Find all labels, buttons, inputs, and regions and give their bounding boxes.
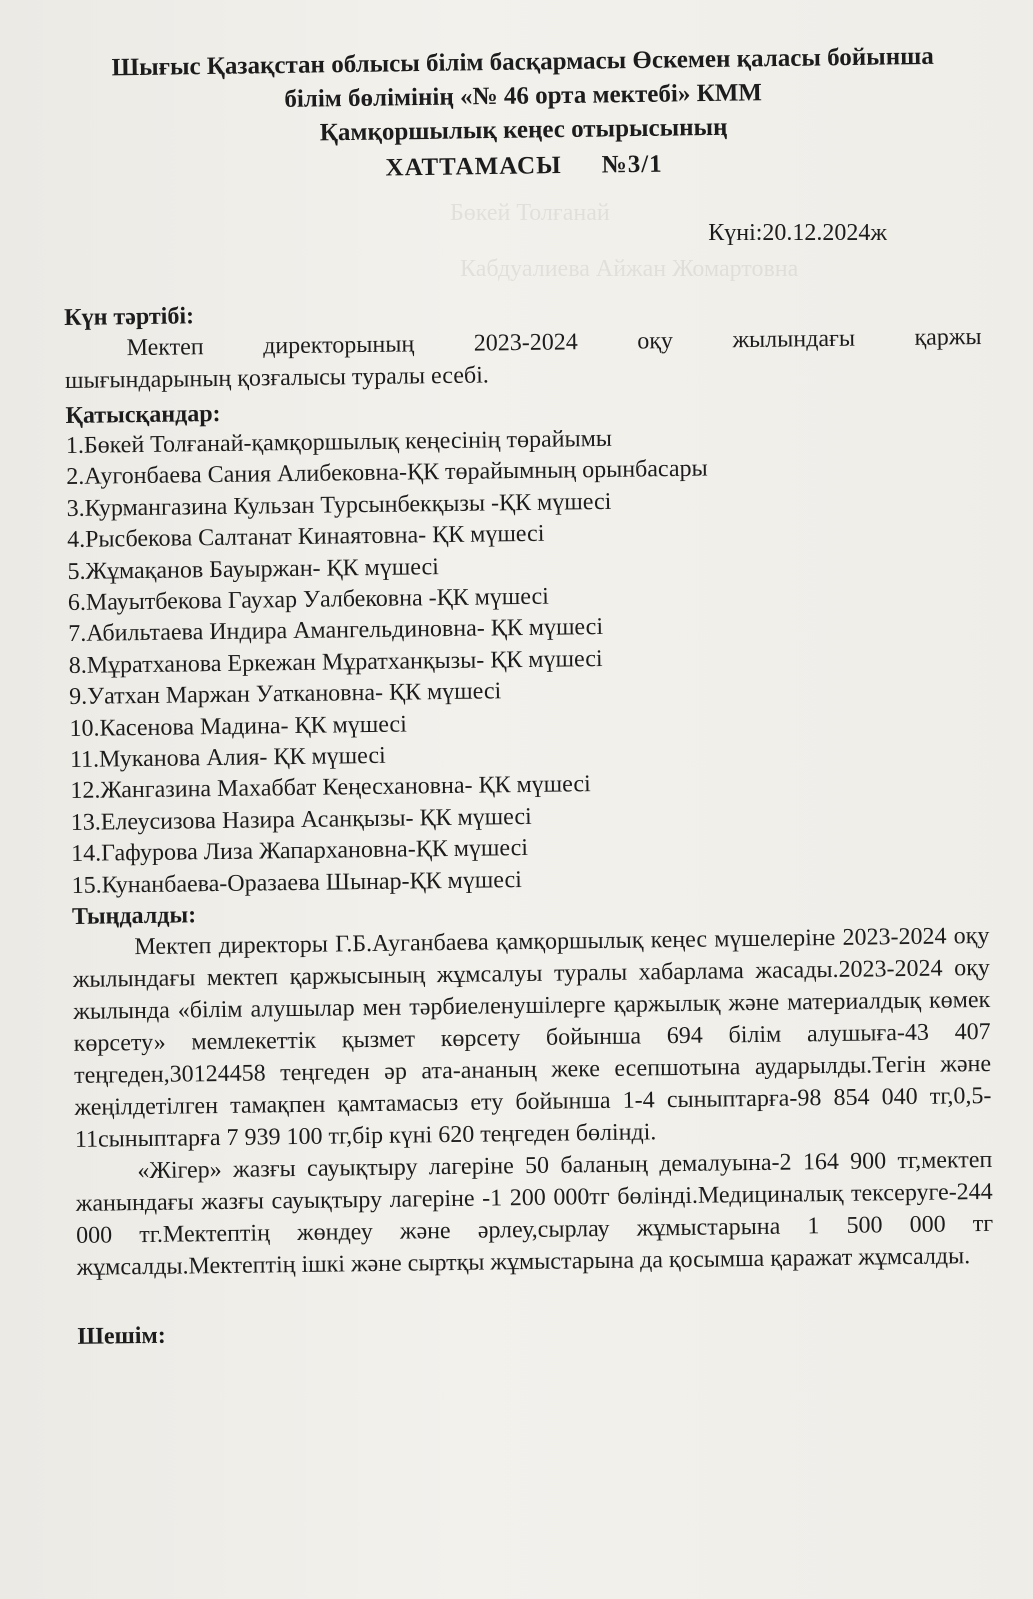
heard-label: Тыңдалды:	[71, 902, 197, 931]
document-body	[64, 291, 995, 1352]
participant-item: 6.Мауытбекова Гаухар Уалбековна -ҚК мүшесі	[67, 583, 550, 617]
show-through-text: Бөкей Толғанай	[450, 200, 610, 226]
participant-item: 2.Аугонбаева Сания Алибековна-ҚК төрайымның орынбасары	[66, 455, 708, 491]
participant-item: 5.Жұмақанов Бауыржан- ҚК мүшесі	[67, 553, 439, 585]
header-line-2: білім бөлімінің «№ 46 орта мектебі» КММ	[284, 79, 763, 113]
title-text: ХАТТАМАСЫ	[385, 152, 562, 182]
participant-item: 14.Гафурова Лиза Жапархановна-ҚК мүшесі	[71, 835, 529, 868]
participant-item: 3.Курмангазина Кульзан Турсынбекқызы -ҚК мүшесі	[66, 488, 612, 522]
participant-item: 11.Муканова Алия- ҚК мүшесі	[69, 742, 386, 774]
heard-paragraph-1: Мектеп директоры Г.Б.Ауганбаева қамқоршылық кеңес мүшелеріне 2023-2024 оқу жылындағы мектеп қаржысының жұмсалуы туралы хабарлама жасады.2023-2024 оқу жылында «білім алушылар мен тәрбиеленушілерге қаржылық және материалдық көмек көрсету» мемлекеттік қызмет көрсету бойынша 694 білім алушыға-43 407 теңгеден,30124458 теңгеден әр ата-ананың жеке есепшотына аударылды.Тегін және жеңілдетілген тамақпен қамтамасыз ету бойынша 1-4 сыныптарға-98 854 040 тг,0,5-11сыныптарға 7 939 100 тг,бір күні 620 теңгеден бөлінді.	[72, 923, 992, 1154]
participant-item: 15.Кунанбаева-Оразаева Шынар-ҚК мүшесі	[71, 866, 522, 899]
participant-item: 8.Мұратханова Еркежан Мұратханқызы- ҚК мүшесі	[68, 645, 603, 679]
header-line-1: Шығыс Қазақстан облысы білім басқармасы Өскемен қаласы бойынша	[111, 42, 934, 82]
participant-item: 9.Уатхан Маржан Уаткановна- ҚК мүшесі	[68, 678, 502, 711]
participant-item: 10.Касенова Мадина- ҚК мүшесі	[69, 711, 407, 742]
participant-item: 13.Елеусизова Назира Асанқызы- ҚК мүшесі	[70, 803, 532, 836]
participant-item: 7.Абильтаева Индира Амангельдиновна- ҚК мүшесі	[68, 614, 604, 648]
document-header	[64, 39, 983, 190]
participants-list	[66, 419, 989, 902]
participant-item: 1.Бөкей Толғанай-қамқоршылық кеңесінің төрайымы	[65, 425, 613, 459]
heard-paragraph-2: «Жігер» жазғы сауықтыру лагеріне 50 баланың демалуына-2 164 900 тг,мектеп жанындағы жазғы сауықтыру лагеріне -1 200 000тг бөлінді.Медициналық тексеруге-244 000 тг.Мектептің жөндеу және әрлеу,сырлау жұмыстарына 1 500 000 тг жұмсалды.Мектептің ішкі және сыртқы жұмыстарына да қосымша қаражат жұмсалды.	[75, 1147, 994, 1282]
decision-label: Шешім:	[77, 1322, 166, 1351]
participants-label: Қатысқандар:	[65, 400, 221, 429]
document-date: Күні:20.12.2024ж	[708, 220, 887, 246]
protocol-number: №3/1	[601, 150, 663, 179]
participant-item: 12.Жангазина Махаббат Кеңесхановна- ҚК мүшесі	[70, 771, 591, 805]
agenda-label: Күн тәртібі:	[64, 303, 195, 331]
participant-item: 4.Рысбекова Салтанат Кинаятовна- ҚК мүшесі	[66, 520, 545, 554]
show-through-text: Кабдуалиева Айжан Жомартовна	[460, 256, 799, 282]
agenda-text-line-1: Мектеп директорының 2023-2024 оқу жылындағы қаржы	[126, 323, 982, 362]
header-line-3: Қамқоршылық кеңес отырысының	[319, 113, 728, 147]
agenda-text-line-2: шығындарының қозғалысы туралы есебі.	[64, 362, 489, 394]
